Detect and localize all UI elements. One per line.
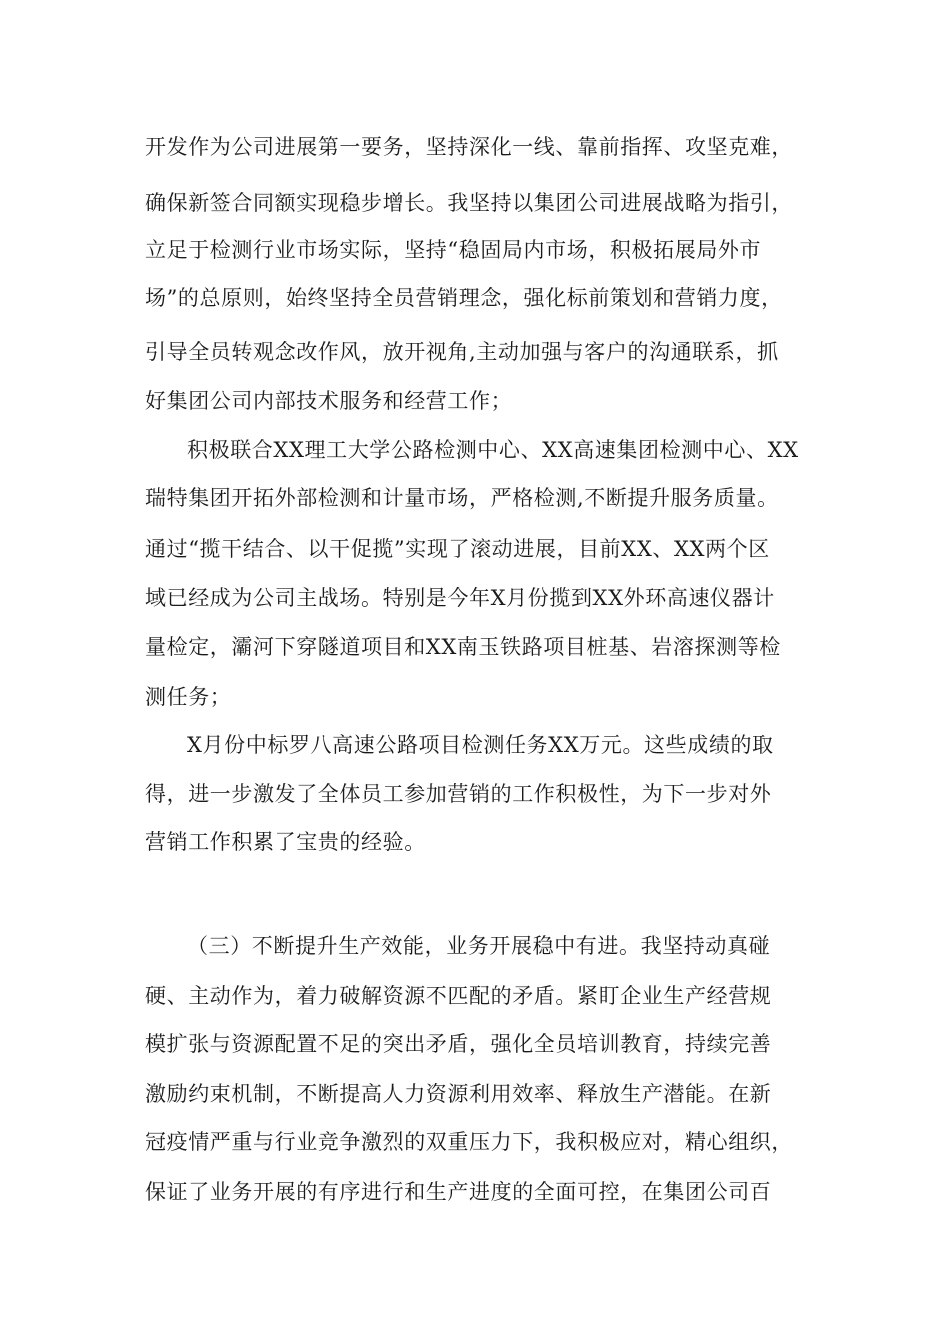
paragraph-1-line-4: 场”的总原则，始终坚持全员营销理念，强化标前策划和营销力度， xyxy=(145,286,783,310)
paragraph-1-line-1: 开发作为公司进展第一要务，坚持深化一线、靠前指挥、攻坚克难， xyxy=(145,135,793,159)
paragraph-3-line-1: X月份中标罗八高速公路项目检测任务XX万元。这些成绩的取 xyxy=(187,733,774,757)
paragraph-4-line-4: 激励约束机制，不断提高人力资源利用效率、释放生产潜能。在新 xyxy=(145,1082,772,1106)
paragraph-2-line-2: 瑞特集团开拓外部检测和计量市场，严格检测,不断提升服务质量。 xyxy=(145,486,779,510)
paragraph-2-line-3: 通过“揽干结合、以干促揽”实现了滚动进展，目前XX、XX两个区 xyxy=(145,537,770,561)
paragraph-2-line-1: 积极联合XX理工大学公路检测中心、XX高速集团检测中心、XX xyxy=(187,438,799,462)
paragraph-4-line-2: 硬、主动作为，着力破解资源不匹配的矛盾。紧盯企业生产经营规 xyxy=(145,984,772,1008)
paragraph-1-line-5: 引导全员转观念改作风，放开视角,主动加强与客户的沟通联系，抓 xyxy=(145,340,779,364)
paragraph-4-line-5: 冠疫情严重与行业竞争激烈的双重压力下，我积极应对，精心组织， xyxy=(145,1130,793,1154)
paragraph-2-line-6: 测任务； xyxy=(145,685,232,709)
paragraph-3-line-2: 得，进一步激发了全体员工参加营销的工作积极性，为下一步对外 xyxy=(145,782,772,806)
paragraph-4-line-6: 保证了业务开展的有序进行和生产进度的全面可控，在集团公司百 xyxy=(145,1180,772,1204)
paragraph-2-line-4: 域已经成为公司主战场。特别是今年X月份揽到XX外环高速仪器计 xyxy=(145,586,775,610)
paragraph-1-line-3: 立足于检测行业市场实际，坚持“稳固局内市场，积极拓展局外市 xyxy=(145,238,762,262)
paragraph-2-line-5: 量检定，灞河下穿隧道项目和XX南玉铁路项目桩基、岩溶探测等检 xyxy=(145,635,781,659)
paragraph-1-line-6: 好集团公司内部技术服务和经营工作； xyxy=(145,389,513,413)
paragraph-4-line-3: 模扩张与资源配置不足的突出矛盾，强化全员培训教育，持续完善 xyxy=(145,1032,772,1056)
paragraph-1-line-2: 确保新签合同额实现稳步增长。我坚持以集团公司进展战略为指引， xyxy=(145,191,793,215)
paragraph-3-line-3: 营销工作积累了宝贵的经验。 xyxy=(145,830,426,854)
paragraph-4-line-1: （三）不断提升生产效能，业务开展稳中有进。我坚持动真碰 xyxy=(187,934,771,958)
